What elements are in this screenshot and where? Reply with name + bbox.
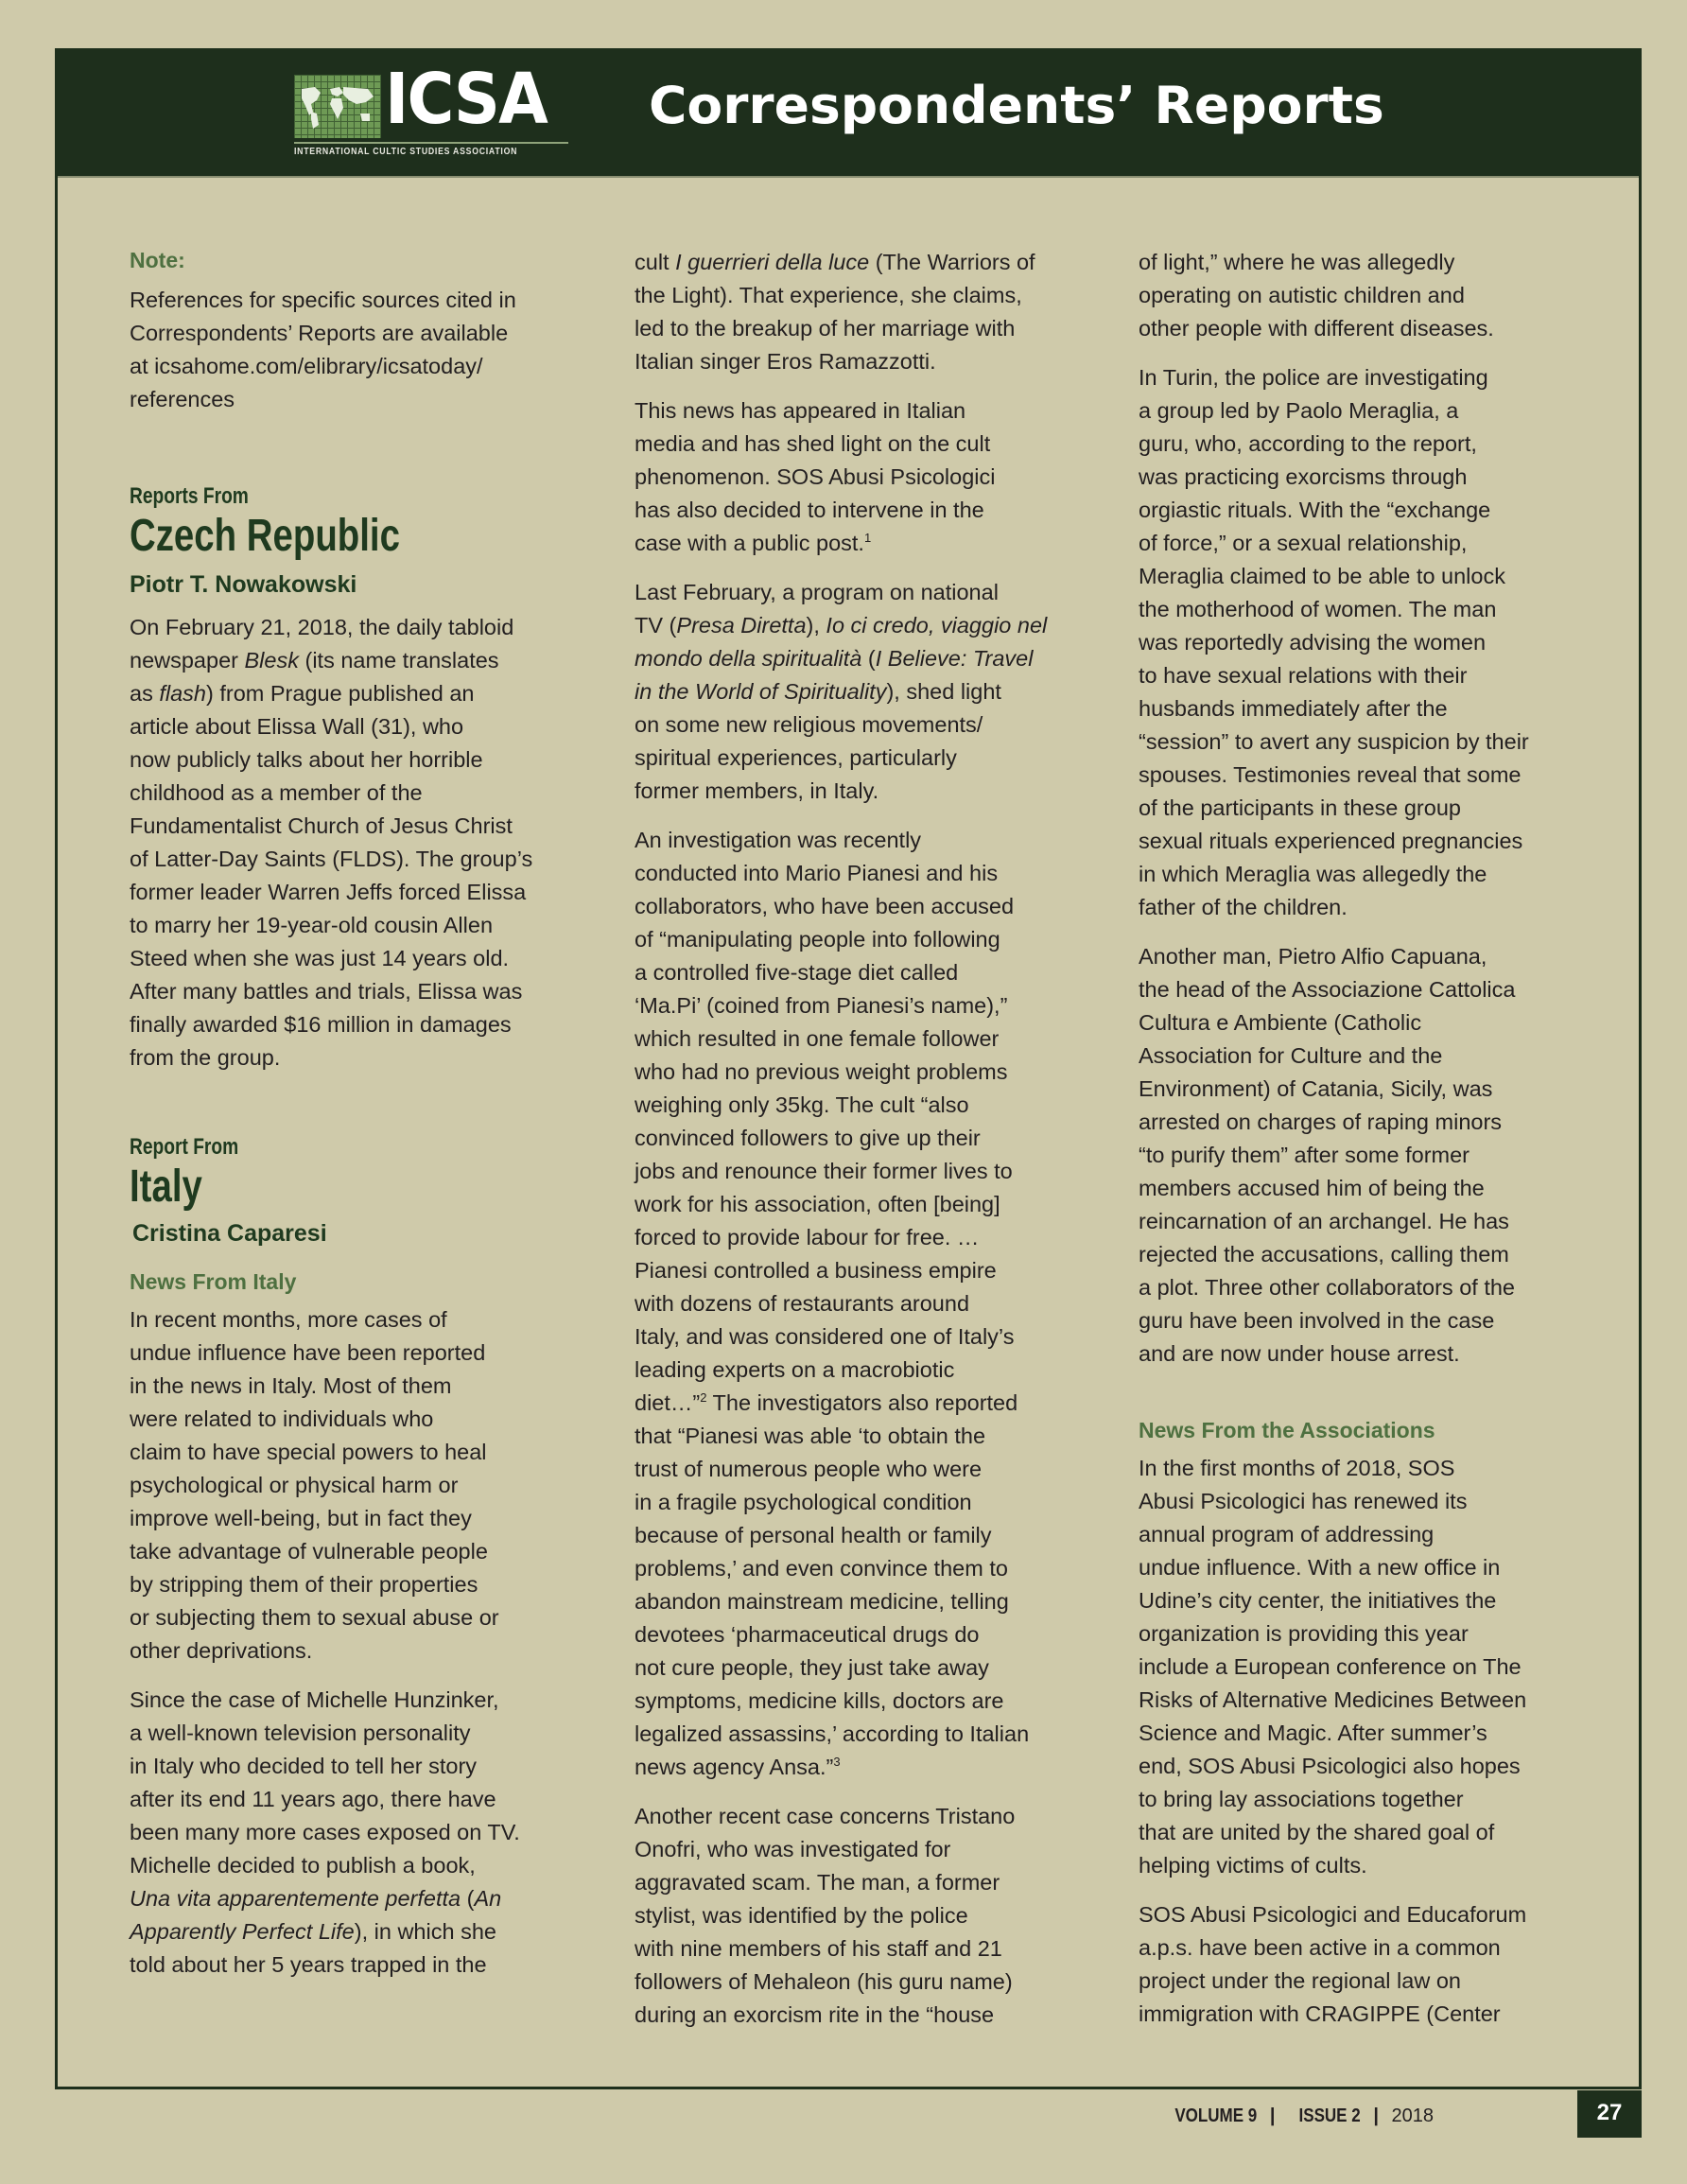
text-span: ), in which she [354,1919,496,1944]
text-line: claim to have special powers to heal [130,1440,487,1464]
country-heading: Italy [130,1162,202,1212]
text-line: Environment) of Catania, Sicily, was [1139,1076,1493,1101]
text-line: a plot. Three other collaborators of the [1139,1275,1515,1300]
article-paragraph [635,1800,1088,2032]
text-line: guru, who, according to the report, [1139,431,1477,456]
text-line: was reportedly advising the women [1139,630,1487,655]
text-line: symptoms, medicine kills, doctors are [635,1688,1004,1713]
footnote-ref[interactable]: 3 [833,1755,841,1770]
text-line: helping victims of cults. [1139,1853,1367,1878]
text-line: annual program of addressing [1139,1522,1435,1546]
article-paragraph [635,576,1088,808]
year-label: 2018 [1391,2105,1434,2126]
issue-label: ISSUE 2 [1298,2105,1361,2126]
text-line: references [130,387,235,411]
article-paragraph [130,1303,583,1668]
author-name: Piotr T. Nowakowski [130,571,357,598]
text-line: Pianesi controlled a business empire [635,1258,997,1283]
text-line: during an exorcism rite in the “house [635,2002,995,2027]
text-line: now publicly talks about her horrible [130,747,483,772]
article-paragraph [635,394,1088,560]
text-line: to marry her 19-year-old cousin Allen [130,913,494,937]
text-span: ), shed light [886,679,1001,704]
text-line: sexual rituals experienced pregnancies [1139,829,1523,853]
text-line: told about her 5 years trapped in the [130,1952,487,1977]
section-kicker: Reports From [130,483,249,509]
note-label: Note: [130,248,185,272]
text-line: other people with different diseases. [1139,316,1494,341]
text-span: ) from Prague published an [206,681,475,706]
text-span: cult [635,250,676,274]
text-line: Cultura e Ambiente (Catholic [1139,1010,1422,1035]
text-line: father of the children. [1139,895,1348,919]
text-line: or subjecting them to sexual abuse or [130,1605,499,1630]
text-line: husbands immediately after the [1139,696,1448,721]
text-line: Association for Culture and the [1139,1043,1443,1068]
text-line: of the participants in these group [1139,795,1461,820]
text-line: Onofri, who was investigated for [635,1837,951,1861]
volume-label: VOLUME 9 [1174,2105,1258,2126]
text-line: the head of the Associazione Cattolica [1139,977,1516,1002]
italic-title: Una vita apparentemente perfetta [130,1886,461,1911]
subsection-heading: News From the Associations [1139,1418,1435,1442]
text-line: Another man, Pietro Alfio Capuana, [1139,944,1487,969]
text-line: on some new religious movements/ [635,712,983,737]
author-name: Cristina Caparesi [132,1220,327,1247]
text-line: Abusi Psicologici has renewed its [1139,1489,1468,1513]
text-line [130,677,583,710]
text-line [635,609,1088,642]
text-span: newspaper [130,648,245,673]
text-line: aggravated scam. The man, a former [635,1870,1000,1895]
text-line: problems,’ and even convince them to [635,1556,1008,1581]
text-line: with dozens of restaurants around [635,1291,970,1316]
article-paragraph [1139,246,1592,345]
text-line: psychological or physical harm or [130,1473,459,1497]
icsa-logo [294,59,568,157]
text-line: Risks of Alternative Medicines Between [1139,1687,1527,1712]
text-line: to have sexual relations with their [1139,663,1468,688]
text-line: “to purify them” after some former [1139,1143,1470,1167]
text-line: forced to provide labour for free. … [635,1225,980,1249]
italic-title: An [474,1886,502,1911]
country-heading: Czech Republic [130,511,400,561]
text-line: rejected the accusations, calling them [1139,1242,1509,1267]
text-line: in the news in Italy. Most of them [130,1373,452,1398]
column-3 [1139,246,1592,2031]
text-line: ‘Ma.Pi’ (coined from Pianesi’s name),” [635,993,1008,1018]
text-line: project under the regional law on [1139,1968,1461,1993]
text-line: devotees ‘pharmaceutical drugs do [635,1622,980,1647]
text-line: former members, in Italy. [635,778,879,803]
separator: | [1373,2105,1379,2126]
text-line: end, SOS Abusi Psicologici also hopes [1139,1754,1521,1778]
text-line: that are united by the shared goal of [1139,1820,1495,1844]
page-title: Correspondents’ Reports [649,76,1384,135]
text-span: ( [861,646,876,671]
text-line: of light,” where he was allegedly [1139,250,1455,274]
text-line [635,675,1088,708]
text-line: a controlled five-stage diet called [635,960,959,985]
issue-info [1160,2105,1434,2127]
text-line: and are now under house arrest. [1139,1341,1460,1366]
text-line: a.p.s. have been active in a common [1139,1935,1501,1960]
text-span: case with a public post. [635,531,864,555]
italic-title: I Believe: Travel [875,646,1034,671]
text-line: finally awarded $16 million in damages [130,1012,512,1037]
text-line: of Latter-Day Saints (FLDS). The group’s [130,847,533,871]
separator: | [1269,2105,1276,2126]
text-line: from the group. [130,1045,281,1070]
section-kicker: Report From [130,1134,239,1160]
text-line: “session” to avert any suspicion by their [1139,729,1529,754]
text-line: followers of Mehaleon (his guru name) [635,1969,1013,1994]
text-span: ), [806,613,826,638]
text-line: a well-known television personality [130,1721,471,1745]
article-paragraph [1139,940,1592,1371]
text-line [635,1751,1088,1784]
italic-title: mondo della spiritualità [635,646,862,671]
text-line: In Turin, the police are investigating [1139,365,1488,390]
text-line: of “manipulating people into following [635,927,1000,952]
world-map-shapes [298,83,377,131]
text-line: Science and Magic. After summer’s [1139,1721,1487,1745]
text-line: phenomenon. SOS Abusi Psicologici [635,464,996,489]
text-line: other deprivations. [130,1638,313,1663]
text-line: spiritual experiences, particularly [635,745,957,770]
text-line: Udine’s city center, the initiatives the [1139,1588,1497,1613]
text-line: Italy, and was considered one of Italy’s [635,1324,1015,1349]
article-paragraph [635,246,1088,378]
text-line: jobs and renounce their former lives to [635,1159,1013,1183]
text-line: of force,” or a sexual relationship, [1139,531,1468,555]
text-line [130,644,583,677]
text-line: stylist, was identified by the police [635,1903,968,1928]
text-line: by stripping them of their properties [130,1572,478,1597]
text-line: a group led by Paolo Meraglia, a [1139,398,1459,423]
text-line: Steed when she was just 14 years old. [130,946,510,970]
text-line: organization is providing this year [1139,1621,1469,1646]
text-line: in which Meraglia was allegedly the [1139,862,1487,886]
logo-rule [294,142,568,144]
text-line: to bring lay associations together [1139,1787,1464,1811]
text-line: In the first months of 2018, SOS [1139,1456,1455,1480]
article-paragraph [1139,1452,1592,1882]
italic-title: Io ci credo, viaggio nel [826,613,1048,638]
article-paragraph [1139,1898,1592,2031]
text-line: trust of numerous people who were [635,1457,983,1481]
text-line: In recent months, more cases of [130,1307,447,1332]
text-line: who had no previous weight problems [635,1059,1008,1084]
text-line [130,1915,583,1948]
text-line [635,1387,1088,1420]
text-line: arrested on charges of raping minors [1139,1109,1503,1134]
text-line: undue influence. With a new office in [1139,1555,1501,1580]
text-line: weighing only 35kg. The cult “also [635,1092,969,1117]
text-line: was practicing exorcisms through [1139,464,1468,489]
text-line: in Italy who decided to tell her story [130,1754,478,1778]
text-line: Another recent case concerns Tristano [635,1804,1016,1828]
text-line: members accused him of being the [1139,1176,1485,1200]
text-line [635,246,1088,279]
note-text [130,284,583,416]
subsection-heading: News From Italy [130,1269,297,1294]
italic-title: Blesk [244,648,299,673]
italic-title: I guerrieri della luce [675,250,870,274]
text-line: that “Pianesi was able ‘to obtain the [635,1424,986,1448]
text-line: operating on autistic children and [1139,283,1465,307]
text-line: media and has shed light on the cult [635,431,991,456]
column-2 [635,246,1088,2032]
text-line: reincarnation of an archangel. He has [1139,1209,1509,1233]
text-line: with nine members of his staff and 21 [635,1936,1002,1961]
text-line: References for specific sources cited in [130,288,516,312]
text-span: TV ( [635,613,677,638]
text-line: Italian singer Eros Ramazzotti. [635,349,936,374]
text-line: conducted into Mario Pianesi and his [635,861,999,885]
text-line: include a European conference on The [1139,1654,1522,1679]
text-line: After many battles and trials, Elissa was [130,979,523,1004]
article-paragraph [130,611,583,1075]
text-span: (The Warriors of [869,250,1035,274]
text-line: not cure people, they just take away [635,1655,989,1680]
text-line: abandon mainstream medicine, telling [635,1589,1009,1614]
text-span: ( [461,1886,475,1911]
text-line: This news has appeared in Italian [635,398,966,423]
column-1 [130,246,583,1982]
text-line: which resulted in one female follower [635,1026,1000,1051]
article-paragraph [635,824,1088,1784]
footnote-ref[interactable]: 1 [863,531,872,546]
text-line: Correspondents’ Reports are available [130,321,509,345]
text-line: On February 21, 2018, the daily tabloid [130,615,514,639]
text-span: (its name translates [298,648,499,673]
text-line: after its end 11 years ago, there have [130,1787,496,1811]
note-link[interactable]: at icsahome.com/elibrary/icsatoday/ [130,354,483,378]
text-span: as [130,681,160,706]
article-paragraph [130,1684,583,1982]
text-line: led to the breakup of her marriage with [635,316,1016,341]
text-line: Meraglia claimed to be able to unlock [1139,564,1505,588]
text-line [635,642,1088,675]
footnote-ref[interactable]: 2 [700,1390,707,1406]
text-line: Fundamentalist Church of Jesus Christ [130,813,513,838]
text-span: diet…” [635,1390,701,1415]
text-line: collaborators, who have been accused [635,894,1015,918]
text-line: An investigation was recently [635,828,922,852]
text-line: legalized assassins,’ according to Italian [635,1721,1030,1746]
text-line: orgiastic rituals. With the “exchange [1139,498,1491,522]
text-line: has also decided to intervene in the [635,498,984,522]
text-line: improve well-being, but in fact they [130,1506,472,1530]
text-line: been many more cases exposed on TV. [130,1820,520,1844]
text-line: former leader Warren Jeffs forced Elissa [130,880,527,904]
text-span: news agency Ansa.” [635,1755,834,1779]
italic-title: in the World of Spirituality [635,679,887,704]
text-line: take advantage of vulnerable people [130,1539,488,1564]
text-line: Michelle decided to publish a book, [130,1853,476,1878]
text-line: in a fragile psychological condition [635,1490,972,1514]
text-line: article about Elissa Wall (31), who [130,714,464,739]
text-span: The investigators also reported [706,1390,1018,1415]
text-line: undue influence have been reported [130,1340,486,1365]
italic-title: Apparently Perfect Life [130,1919,355,1944]
text-line: Last February, a program on national [635,580,999,604]
text-line [130,1882,583,1915]
text-line: work for his association, often [being] [635,1192,1000,1216]
text-line: the motherhood of women. The man [1139,597,1497,621]
text-line: because of personal health or family [635,1523,992,1547]
text-line: the Light). That experience, she claims, [635,283,1022,307]
italic-term: flash [159,681,206,706]
text-line: spouses. Testimonies reveal that some [1139,762,1522,787]
text-line: immigration with CRAGIPPE (Center [1139,2001,1501,2026]
page-number: 27 [1577,2090,1642,2138]
text-line: leading experts on a macrobiotic [635,1357,955,1382]
article-paragraph [1139,361,1592,924]
text-line: SOS Abusi Psicologici and Educaforum [1139,1902,1527,1927]
text-line: guru have been involved in the case [1139,1308,1495,1333]
text-line: childhood as a member of the [130,780,423,805]
italic-title: Presa Diretta [676,613,807,638]
text-line: convinced followers to give up their [635,1126,981,1150]
logo-wordmark: ICSA [385,59,547,140]
text-line [635,527,1088,560]
logo-subtitle: INTERNATIONAL CULTIC STUDIES ASSOCIATION [294,146,518,157]
text-line: Since the case of Michelle Hunzinker, [130,1687,499,1712]
text-line: were related to individuals who [130,1406,434,1431]
